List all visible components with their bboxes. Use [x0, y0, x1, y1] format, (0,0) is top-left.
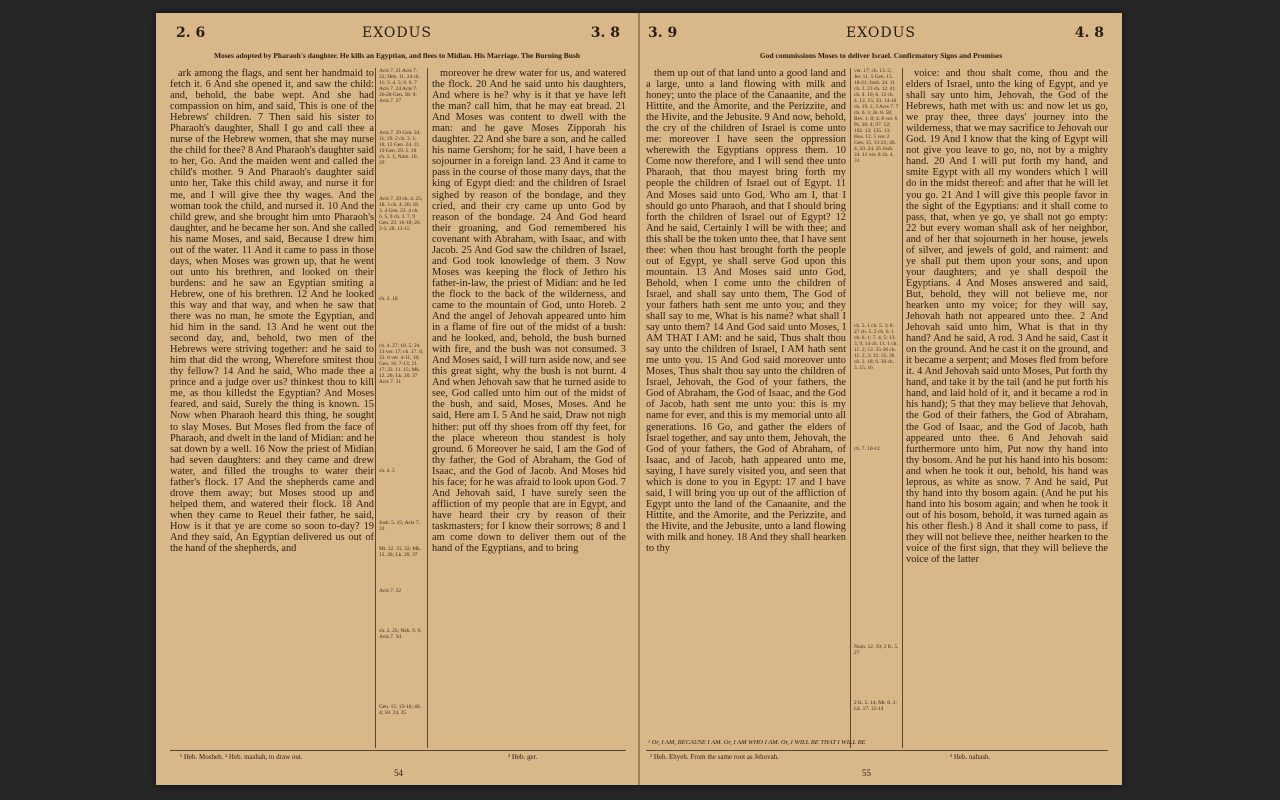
- footnote: ¹ Or, I AM, BECAUSE I AM. Or, I AM WHO I AM. Or, I WILL BE THAT I WILL BE: [648, 739, 866, 746]
- footnote: ² Heb. Ehyeh. From the same root as Jehovah.: [650, 753, 780, 761]
- footnote: ³ Heb. ger.: [508, 753, 538, 761]
- text-column-1: [646, 68, 846, 748]
- book-title: EXODUS: [845, 25, 917, 41]
- chapter-ref-end: 4. 8: [1074, 25, 1104, 41]
- bible-spread: [156, 13, 1122, 785]
- margin-reference: Acts 7. 29 ch. 4. 25; 18. 3 ch. 4. 20; 18. 3. 4 Gen. 23. 4 ch. 6. 5, 9 ch. 3. 7, 9 Gen. 22. 16-18; 26. 2-5; 28. 13-15: [379, 196, 423, 232]
- margin-reference: ch. 2. 18: [379, 296, 398, 302]
- page-number: 54: [394, 768, 403, 778]
- chapter-ref-start: 3. 9: [648, 25, 678, 41]
- chapter-ref-start: 2. 6: [176, 25, 206, 41]
- margin-reference: Acts 7. 32: [379, 588, 402, 594]
- left-page: [156, 13, 638, 785]
- margin-reference: Gen. 15. 13-16; 46. 4; 50. 24, 25: [379, 704, 421, 716]
- text-column-1: [170, 68, 374, 748]
- column-text: them up out of that land unto a good land and a large, unto a land flowing with milk and honey; unto the place of the Canaanite, and the Hittite, and the Amorite, and the Perizzite, and the Hivite, and the Jebusite. 9 And now, behold, the cry of the children of Israel is come unto me: moreover I have seen the oppression wherewith the Egyptians oppress them. 10 Come now therefore, and I will send thee unto Pharaoh, that thou mayest bring forth my people the children of Israel out of Egypt. 11 And Moses said unto God, Who am I, that I should go unto Pharaoh, and that I should bring forth the children of Israel out of Egypt? 12 And he said, Certainly I will be with thee; and this shall be the token unto thee, that I have sent thee: when thou hast brought forth the people out of Egypt, ye shall serve God upon this mountain. 13 And Moses said unto God, Behold, when I come unto the children of Israel, and shall say unto them, The God of your fathers hath sent me unto you; and they shall say to me, What is his name? what shall I say unto them? 14 And God said unto Moses, I AM THAT I AM: and he said, Thus shalt thou say unto the children of Israel, I AM hath sent me unto you. 15 And God said moreover unto Moses, Thus shalt thou say unto the children of Israel, Jehovah, the God of your fathers, the God of Abraham, the God of Isaac, and the God of Jacob, hath sent me unto you: this is my name for ever, and this is my memorial unto all generations. 16 Go, and gather the elders of Israel together, and say unto them, Jehovah, the God of your fathers, the God of Abraham, of Isaac, and of Jacob, hath appeared unto me, saying, I have surely visited you, and seen that which is done to you in Egypt: 17 and I have said, I will bring you up out of the affliction of Egypt unto the land of the Canaanite, and the Hittite, and the Amorite, and the Perizzite, and the Hivite, and the Jebusite, unto a land flowing with milk and honey. 18 And they shall hearken to thy: [646, 68, 846, 555]
- footnote: ³ Heb. nahash.: [950, 753, 991, 761]
- margin-reference: Acts 7. 21 Acts 7. 22; Heb. 11. 24 ch. 11: 3. 4. 5; 6. 6. 7 Acts 7. 24 Acts 7. 26-28 Gen. 38. 9; Acts 7. 27: [379, 68, 420, 104]
- column-divider: [427, 68, 428, 748]
- margin-reference: 2 K. 5. 14; Mt. 8. 3; Lk. 17. 12-14: [854, 700, 897, 712]
- margin-reference: ch. 4. 5: [379, 468, 395, 474]
- margin-reference: ch. 5. 1 ch. 5. 3; 8. 27 ch. 5. 2 ch. 6. 1 ch. 6. 1; 7. 4, 5; 13. 3, 9, 14 ch. 11. 1 ch. 11. 2; 12. 35-36 ch. 11. 2, 3; 12. 35, 36 ch. 3. 18; 6. 30 ch. 3. 15, 16: [854, 323, 898, 371]
- column-divider: [902, 68, 903, 748]
- margin-references: [851, 68, 901, 748]
- margin-reference: ch. 4. 27; 18. 5; 24. 13 ver. 17; ch. 17. 6; 33. 6 ver. 4-11, 16; Gen. 16. 7-13; 21. 17; 22. 11. 15; Mk. 12. 26; Lk. 20. 37 Acts 7. 31: [379, 343, 424, 385]
- margin-reference: ch. 2. 25; Neh. 9. 9; Acts 7. 34: [379, 628, 422, 640]
- text-column-2: [906, 68, 1108, 748]
- footnote: ¹ Heb. Mosheh. ² Heb. mashah, to draw out.: [180, 753, 303, 761]
- margin-reference: ver. 17; ch. 13. 5; Jer. 11. 5 Gen. 15. 18-21; Josh. 24. 11 ch. 2. 23 ch. 12. 41 ch. 4. 10; 6. 12 ch. 4. 12, 15; 33. 14-16 ch. 19. 2, 3 Acts 7. 7 ch. 6. 3; Jn. 8. 58; Rev. 1. 8; 4. 8 ver. 6 Ps. 30. 4; 97. 12; 102. 12; 135. 13; Hos. 12. 5 ver. 2 Gen. 15. 13-21; 46. 4; 50. 24, 25 Josh. 24. 11 ver. 8 ch. 4. 31: [854, 68, 899, 164]
- column-text: ark among the flags, and sent her handmaid to fetch it. 6 And she opened it, and saw the child: and, behold, the babe wept. And she had compassion on him, and said, This is one of the Hebrews' children. 7 Then said his sister to Pharaoh's daughter, Shall I go and call thee a nurse of the Hebrew women, that she may nurse the child for thee? 8 And Pharaoh's daughter said to her, Go. And the maiden went and called the child's mother. 9 And Pharaoh's daughter said unto her, Take this child away, and nurse it for me, and I will give thee thy wages. And the woman took the child, and nursed it. 10 And the child grew, and she brought him unto Pharaoh's daughter, and he became her son. And she called his name Moses, and said, Because I drew him out of the water. 11 And it came to pass in those days, when Moses was grown up, that he went out unto his brethren, and looked on their burdens: and he saw an Egyptian smiting a Hebrew, one of his brethren. 12 And he looked this way and that way, and when he saw that there was no man, he smote the Egyptian, and hid him in the sand. 13 And he went out the second day, and, behold, two men of the Hebrews were striving together: and he said to him that did the wrong, Wherefore smitest thou thy fellow? 14 And he said, Who made thee a prince and a judge over us? thinkest thou to kill me, as thou killedst the Egyptian? And Moses feared, and said, Surely the thing is known. 15 Now when Pharaoh heard this thing, he sought to slay Moses. But Moses fled from the face of Pharaoh, and dwelt in the land of Midian: and he sat down by a well. 16 Now the priest of Midian had seven daughters: and they came and drew water, and filled the troughs to water their father's flock. 17 And the shepherds came and drove them away; but Moses stood up and helped them, and watered their flock. 18 And when they came to Reuel their father, he said, How is it that ye are come so soon to-day? 19 And they said, An Egyptian delivered us out of the hand of the shepherds, and: [170, 68, 374, 555]
- column-text: voice: and thou shalt come, thou and the elders of Israel, unto the king of Egypt, and ye shall say unto him, Jehovah, the God of the Hebrews, hath met with us: and now let us go, we pray thee, three days' journey into the wilderness, that we may sacrifice to Jehovah our God. 19 And I know that the king of Egypt will not give you leave to go, no, not by a mighty hand. 20 And I will put forth my hand, and smite Egypt with all my wonders which I will do in the midst thereof: and after that he will let you go. 21 And I will give this people favor in the sight of the Egyptians: and it shall come to pass, that, when ye go, ye shall not go empty: 22 but every woman shall ask of her neighbor, and of her that sojourneth in her house, jewels of silver, and jewels of gold, and raiment: and ye shall put them upon your sons, and upon your daughters; and ye shall despoil the Egyptians. 4 And Moses answered and said, But, behold, they will not believe me, nor hearken unto my voice; for they will say, Jehovah hath not appeared unto thee. 2 And Jehovah said unto him, What is that in thy hand? And he said, A rod. 3 And he said, Cast it on the ground. And he cast it on the ground, and it became a serpent; and Moses fled from before it. 4 And Jehovah said unto Moses, Put forth thy hand, and take it by the tail (and he put forth his hand, and laid hold of it, and it became a rod in his hand); 5 that they may believe that Jehovah, the God of their fathers, the God of Abraham, the God of Isaac, and the God of Jacob, hath appeared unto thee. 6 And Jehovah said furthermore unto him, Put now thy hand into thy bosom. And he put his hand into his bosom: and when he took it out, behold, his hand was leprous, as white as snow. 7 And he said, Put thy hand into thy bosom again. (And he put his hand into his bosom again; and when he took it out of his bosom, behold, it was turned again as his other flesh.) 8 And it shall come to pass, if they will not believe thee, neither hearken to the voice of the first sign, that they will believe the voice of the latter: [906, 68, 1108, 566]
- page-header: [156, 25, 638, 45]
- margin-references: [376, 68, 426, 748]
- text-column-2: [432, 68, 626, 748]
- margin-reference: Acts 7. 29 Gen. 24. 11; 29. 2 ch. 3. 1; 18. 12 Gen. 24. 11. 19 Gen. 29. 5. 10 ch. 3. 1; Num. 10. 29: [379, 130, 421, 166]
- page-number: 55: [862, 768, 871, 778]
- page-subheading: God commissions Moses to deliver Israel. Confirmatory Signs and Promises: [759, 51, 1003, 60]
- margin-reference: Num. 12. 10; 2 K. 5. 27: [854, 644, 899, 656]
- page-subheading: Moses adopted by Pharaoh's daughter. He kills an Egyptian, and flees to Midian. His Marriage. The Burning Bush: [213, 51, 581, 60]
- margin-reference: ch. 7. 10-12: [854, 446, 880, 452]
- page-header: [640, 25, 1122, 45]
- footnote-rule: [170, 750, 626, 751]
- right-page: [640, 13, 1122, 785]
- book-title: EXODUS: [361, 25, 433, 41]
- footnote-rule: [646, 750, 1108, 751]
- margin-reference: Josh. 5. 15; Acts 7. 33: [379, 520, 420, 532]
- column-text: moreover he drew water for us, and watered the flock. 20 And he said unto his daughters, And where is he? why is it that ye have left the man? call him, that he may eat bread. 21 And Moses was content to dwell with the man: and he gave Moses Zipporah his daughter. 22 And she bare a son, and he called his name Gershom; for he said, I have been a sojourner in a foreign land. 23 And it came to pass in the course of those many days, that the king of Egypt died: and the children of Israel sighed by reason of the bondage, and they cried, and their cry came up unto God by reason of the bondage. 24 And God heard their groaning, and God remembered his covenant with Abraham, with Isaac, and with Jacob. 25 And God saw the children of Israel, and God took knowledge of them. 3 Now Moses was keeping the flock of Jethro his father-in-law, the priest of Midian: and he led the flock to the back of the wilderness, and came to the mountain of God, unto Horeb. 2 And the angel of Jehovah appeared unto him in a flame of fire out of the midst of a bush: and he looked, and, behold, the bush burned with fire, and the bush was not consumed. 3 And Moses said, I will turn aside now, and see this great sight, why the bush is not burnt. 4 And when Jehovah saw that he turned aside to see, God called unto him out of the midst of the bush, and said, Moses, Moses. And he said, Here am I. 5 And he said, Draw not nigh hither: put off thy shoes from off thy feet, for the place whereon thou standest is holy ground. 6 Moreover he said, I am the God of thy father, the God of Abraham, the God of Isaac, and the God of Jacob. And Moses hid his face; for he was afraid to look upon God. 7 And Jehovah said, I have surely seen the affliction of my people that are in Egypt, and have heard their cry by reason of their taskmasters; for I know their sorrows; 8 and I am come down to deliver them out of the hand of the Egyptians, and to bring: [432, 68, 626, 555]
- chapter-ref-end: 3. 8: [590, 25, 620, 41]
- margin-reference: Mt. 22. 31, 32; Mk. 12. 26; Lk. 20. 37: [379, 546, 422, 558]
